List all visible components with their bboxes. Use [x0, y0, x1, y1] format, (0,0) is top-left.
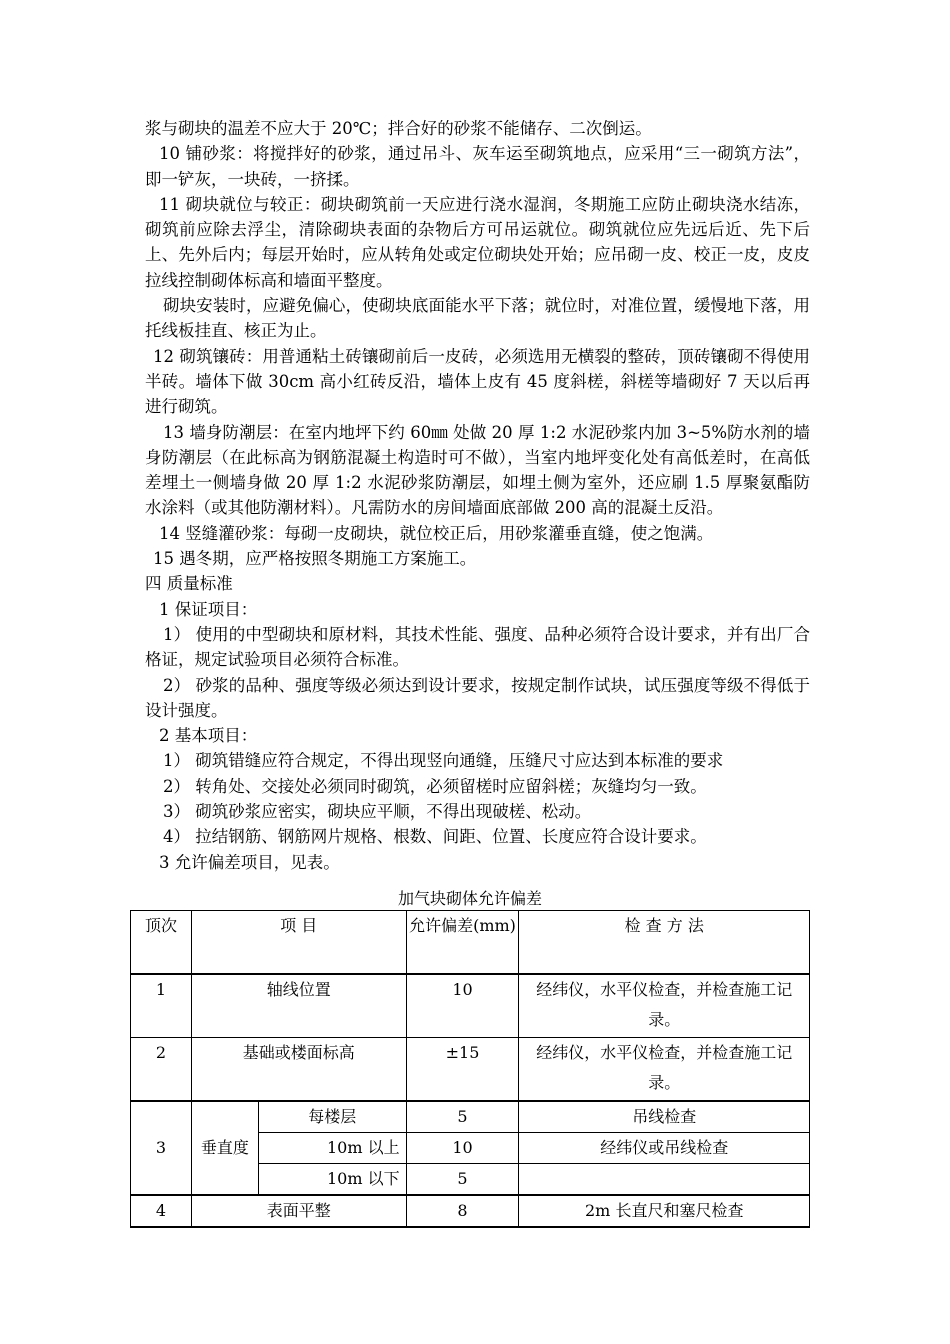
- cell-item: 表面平整: [191, 1195, 406, 1227]
- paragraph: 浆与砌块的温差不应大于 20℃；拌合好的砂浆不能储存、二次倒运。: [145, 119, 652, 138]
- cell-tolerance: 8: [406, 1195, 519, 1227]
- paragraph: 10 铺砂浆：将搅拌好的砂浆，通过吊斗、灰车运至砌筑地点，应采用“三一砌筑方法”，即一铲灰，一块砖，一挤揉。: [145, 144, 810, 189]
- paragraph: 砌块安装时，应避免偏心，使砌块底面能水平下落；就位时，对准位置，缓慢地下落，用托线板挂直、核正为止。: [145, 296, 810, 341]
- table-row: [131, 1038, 810, 1102]
- header-item: 项 目: [191, 911, 406, 975]
- paragraph: 2） 砂浆的品种、强度等级必须达到设计要求，按规定制作试块，试压强度等级不得低于设计强度。: [145, 675, 810, 720]
- table-header-row: [131, 911, 810, 975]
- paragraph: 2 基本项目：: [159, 726, 258, 746]
- cell-method: 2m 长直尺和塞尺检查: [519, 1195, 810, 1227]
- cell-no: 3: [131, 1101, 192, 1195]
- paragraph: 14 竖缝灌砂浆：每砌一皮砌块，就位校正后，用砂浆灌垂直缝，使之饱满。: [159, 523, 714, 543]
- cell-method: 经纬仪，水平仪检查，并检查施工记录。: [519, 974, 810, 1038]
- paragraph: 13 墙身防潮层：在室内地坪下约 60㎜ 处做 20 厚 1:2 水泥砂浆内加 3~5%防水剂的墙身防潮层（在此标高为钢筋混凝土构造时可不做），当室内地坪变化处有高低差时，在高低差埋土一侧墙身做 20 厚 1:2 水泥砂浆防潮层，如埋土侧为室外，还应刷 1.5 厚聚氨酯防水涂料（或其他防潮材料）。凡需防水的房间墙面底部做 200 高的混凝土反沿。: [145, 422, 810, 518]
- cell-item: 轴线位置: [191, 974, 406, 1038]
- header-no: 顶次: [131, 911, 192, 975]
- cell-item: 基础或楼面标高: [191, 1038, 406, 1102]
- section-heading: 四 质量标准: [145, 574, 233, 594]
- cell-tolerance: ±15: [406, 1038, 519, 1102]
- paragraph: 4） 拉结钢筋、钢筋网片规格、根数、间距、位置、长度应符合设计要求。: [163, 827, 707, 847]
- cell-item: 垂直度: [191, 1101, 258, 1195]
- paragraph: 1） 砌筑错缝应符合规定，不得出现竖向通缝，压缝尺寸应达到本标准的要求: [163, 751, 724, 771]
- paragraph: 3） 砌筑砂浆应密实，砌块应平顺，不得出现破槎、松动。: [163, 802, 592, 822]
- table-row: [131, 974, 810, 1038]
- deviation-table: [130, 910, 810, 1228]
- header-tolerance: 允许偏差(mm): [406, 911, 519, 975]
- table-row: [131, 1195, 810, 1227]
- paragraph: 11 砌块就位与较正：砌块砌筑前一天应进行浇水湿润，冬期施工应防止砌块浇水结冻，砌筑前应除去浮尘，清除砌块表面的杂物后方可吊运就位。砌筑就位应先远后近、先下后上、先外后内；每层开始时，应从转角处或定位砌块处开始；应吊砌一皮、校正一皮，皮皮拉线控制砌体标高和墙面平整度。: [145, 194, 810, 290]
- body-text: [145, 116, 810, 875]
- cell-no: 1: [131, 974, 192, 1038]
- cell-method: 吊线检查: [519, 1101, 810, 1133]
- cell-tolerance: 10: [406, 974, 519, 1038]
- cell-method: [519, 1164, 810, 1196]
- cell-subitem: 每楼层: [258, 1101, 406, 1133]
- cell-tolerance: 5: [406, 1164, 519, 1196]
- cell-method: 经纬仪或吊线检查: [519, 1133, 810, 1164]
- header-method: 检 查 方 法: [519, 911, 810, 975]
- paragraph: 12 砌筑镶砖：用普通粘土砖镶砌前后一皮砖，必须选用无横裂的整砖，顶砖镶砌不得使用半砖。墙体下做 30cm 高小红砖反沿，墙体上皮有 45 度斜槎，斜槎等墙砌好 7 天以后再进行砌筑。: [145, 346, 810, 417]
- table-row: [131, 1101, 810, 1133]
- paragraph: 15 遇冬期，应严格按照冬期施工方案施工。: [153, 549, 477, 569]
- cell-no: 2: [131, 1038, 192, 1102]
- cell-tolerance: 10: [406, 1133, 519, 1164]
- paragraph: 1） 使用的中型砌块和原材料，其技术性能、强度、品种必须符合设计要求，并有出厂合格证，规定试验项目必须符合标准。: [145, 624, 810, 670]
- cell-no: 4: [131, 1195, 192, 1227]
- cell-subitem: 10m 以下: [258, 1164, 406, 1196]
- cell-tolerance: 5: [406, 1101, 519, 1133]
- paragraph: 1 保证项目：: [159, 599, 258, 619]
- paragraph: 3 允许偏差项目，见表。: [159, 852, 340, 872]
- cell-subitem: 10m 以上: [258, 1133, 406, 1164]
- table-title: 加气块砌体允许偏差: [397, 889, 542, 908]
- paragraph: 2） 转角处、交接处必须同时砌筑，必须留槎时应留斜槎；灰缝均匀一致。: [163, 776, 707, 796]
- cell-method: 经纬仪，水平仪检查，并检查施工记录。: [519, 1038, 810, 1102]
